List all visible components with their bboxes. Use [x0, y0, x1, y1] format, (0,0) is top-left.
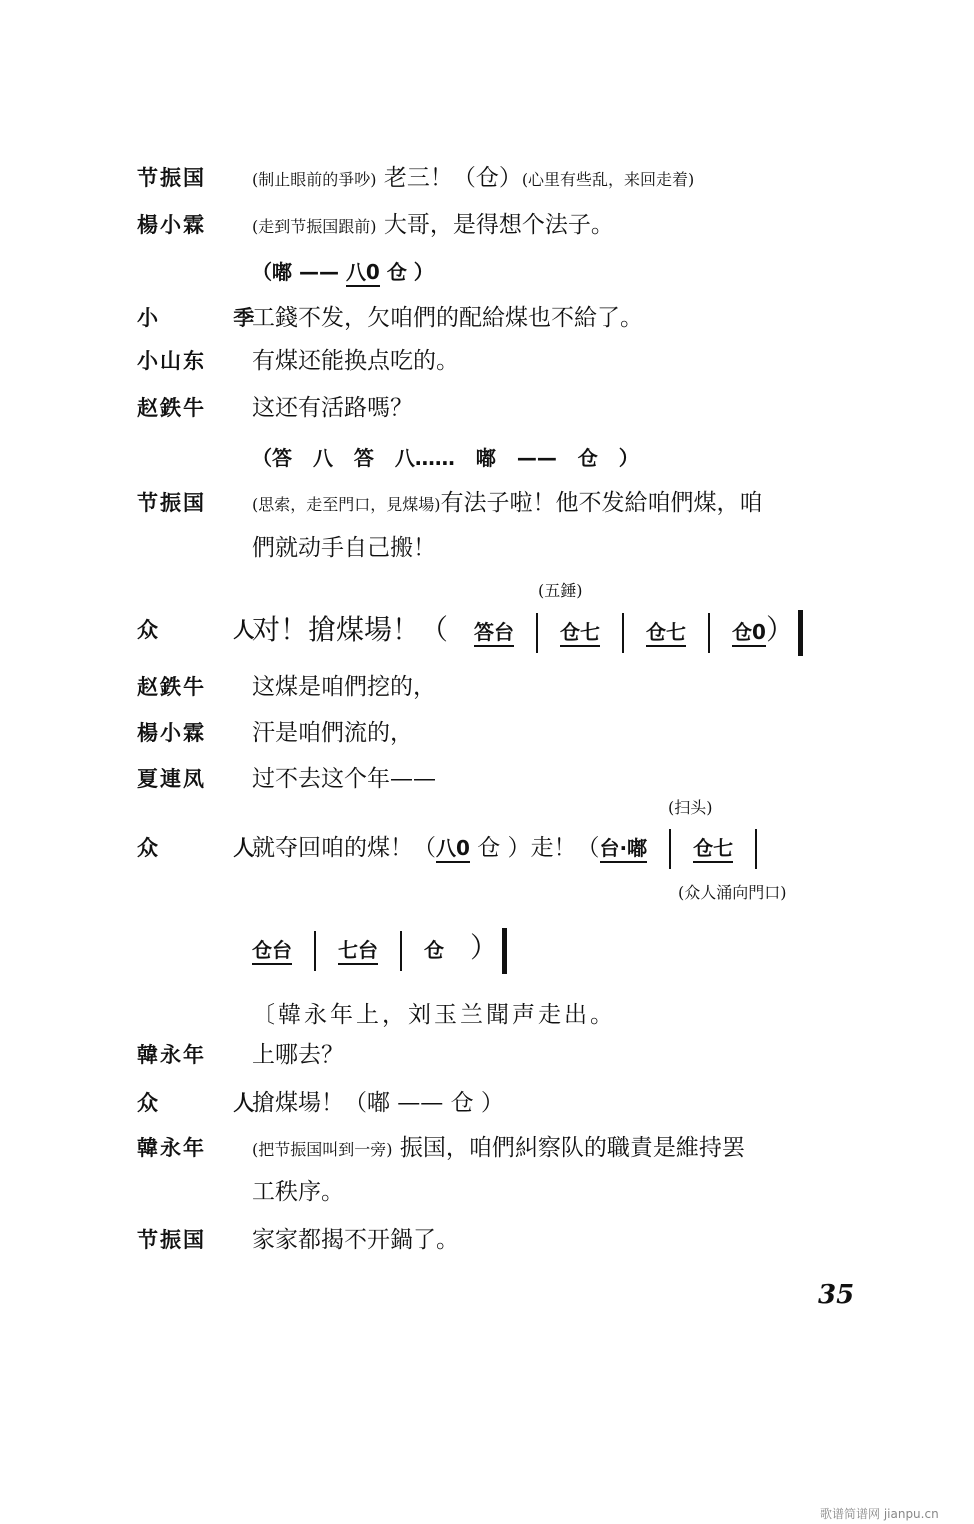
dialogue-text: 对！搶煤場！（	[252, 613, 449, 646]
speaker-name: 赵鉄牛	[137, 675, 206, 699]
speaker-name: 众 人	[137, 1091, 289, 1115]
final-bar-line	[798, 610, 803, 656]
bar-line	[755, 829, 757, 869]
percussion-measure: 七台	[338, 938, 378, 965]
dialogue-line-continued	[0, 528, 974, 568]
percussion-text: （答 八 答 八…… 嘟 —— 仓 ）	[252, 446, 639, 470]
dialogue-text: 这还有活路嗎？	[252, 395, 413, 421]
dialogue-text: 这煤是咱們挖的，	[252, 674, 436, 700]
dialogue-line	[0, 388, 974, 428]
percussion-measure: 台·嘟	[600, 836, 648, 863]
bar-line	[622, 613, 624, 653]
speaker-name: 节振国	[137, 1228, 206, 1252]
percussion-line	[0, 438, 974, 478]
speaker-name: 节振国	[137, 166, 206, 190]
dialogue-line	[0, 759, 974, 799]
dialogue-line	[0, 341, 974, 381]
dialogue-line	[0, 205, 974, 245]
stage-direction: (把节振国叫到一旁)	[252, 1140, 393, 1159]
dialogue-line	[0, 1083, 974, 1123]
bar-line	[536, 613, 538, 653]
stage-direction: (制止眼前的爭吵)	[252, 170, 377, 189]
dialogue-line	[0, 1128, 974, 1168]
close-paren: ）	[765, 613, 794, 646]
final-bar-line	[502, 928, 507, 974]
dialogue-text: 有煤还能换点吃的。	[252, 348, 459, 374]
stage-direction: (众人涌向門口)	[678, 883, 787, 902]
bar-line	[708, 613, 710, 653]
percussion-measure: 仓台	[252, 938, 292, 965]
dialogue-text: 工秩序。	[252, 1179, 344, 1205]
dialogue-line	[0, 713, 974, 753]
speaker-name: 韓永年	[137, 1043, 206, 1067]
dialogue-line-continued	[0, 1172, 974, 1212]
bar-line	[400, 931, 402, 971]
page-number: 35	[818, 1280, 855, 1310]
dialogue-text: 汗是咱們流的，	[252, 720, 413, 746]
speaker-name: 楊小霖	[137, 213, 206, 237]
speaker-name: 节振国	[137, 491, 206, 515]
dialogue-line	[0, 1220, 974, 1260]
dialogue-text: 工錢不发，欠咱們的配給煤也不給了。	[252, 305, 643, 331]
dialogue-text: 們就动手自己搬！	[252, 535, 436, 561]
dialogue-text: 搶煤場！（嘟 —— 仓 ）	[252, 1090, 504, 1116]
dialogue-text: 有法子啦！他不发給咱們煤，咱	[440, 490, 763, 516]
dialogue-line	[0, 667, 974, 707]
dialogue-line	[0, 158, 974, 198]
speaker-name: 楊小霖	[137, 721, 206, 745]
percussion-measure: 仓七	[646, 620, 686, 647]
dialogue-text: 家家都揭不开鍋了。	[252, 1227, 459, 1253]
percussion-line	[0, 928, 974, 968]
percussion-line	[0, 252, 974, 292]
dialogue-line	[0, 610, 974, 650]
bar-line	[314, 931, 316, 971]
dialogue-line	[0, 1035, 974, 1075]
stage-direction-line	[0, 995, 974, 1035]
dialogue-text: 上哪去？	[252, 1042, 344, 1068]
percussion-beat: 八0	[436, 836, 470, 863]
dialogue-line	[0, 828, 974, 868]
dialogue-text: 就夺回咱的煤！（	[252, 835, 436, 861]
bar-line	[669, 829, 671, 869]
close-paren: ）	[470, 931, 499, 964]
speaker-name: 夏連凤	[137, 767, 206, 791]
percussion-beat: 八0	[346, 260, 380, 287]
dialogue-text: 振国，咱們糾察队的職責是維持罢	[399, 1135, 745, 1161]
stage-direction: (思索，走至門口，見煤場)	[252, 495, 441, 514]
speaker-name: 众 人	[137, 618, 289, 642]
dialogue-line	[0, 298, 974, 338]
stage-direction: (心里有些乱，来回走着)	[521, 170, 695, 189]
percussion-measure: 仓	[424, 938, 444, 962]
dialogue-text: 老三！（仓）	[383, 165, 522, 191]
percussion-text: （嘟 ——	[252, 260, 346, 284]
speaker-name: 小山东	[137, 349, 206, 373]
percussion-measure: 答台	[474, 620, 514, 647]
percussion-measure: 仓七	[693, 836, 733, 863]
percussion-annotation: (扫头)	[668, 798, 713, 817]
dialogue-text: 大哥，是得想个法子。	[383, 212, 614, 238]
speaker-name: 韓永年	[137, 1136, 206, 1160]
stage-direction: 〔韓永年上，刘玉兰聞声走出。	[252, 1002, 616, 1028]
speaker-name: 小 季	[137, 306, 289, 330]
dialogue-text: 仓 ）走！（	[469, 835, 600, 861]
speaker-name: 赵鉄牛	[137, 396, 206, 420]
stage-direction: (走到节振国跟前)	[252, 217, 377, 236]
percussion-measure: 仓七	[560, 620, 600, 647]
percussion-measure: 仓0	[732, 620, 766, 647]
percussion-text: 仓 ）	[379, 260, 434, 284]
watermark: 歌谱简谱网 jianpu.cn	[820, 1507, 939, 1521]
dialogue-text: 过不去这个年——	[252, 766, 436, 792]
dialogue-line	[0, 483, 974, 523]
percussion-annotation: (五錘)	[538, 581, 583, 600]
speaker-name: 众 人	[137, 836, 289, 860]
